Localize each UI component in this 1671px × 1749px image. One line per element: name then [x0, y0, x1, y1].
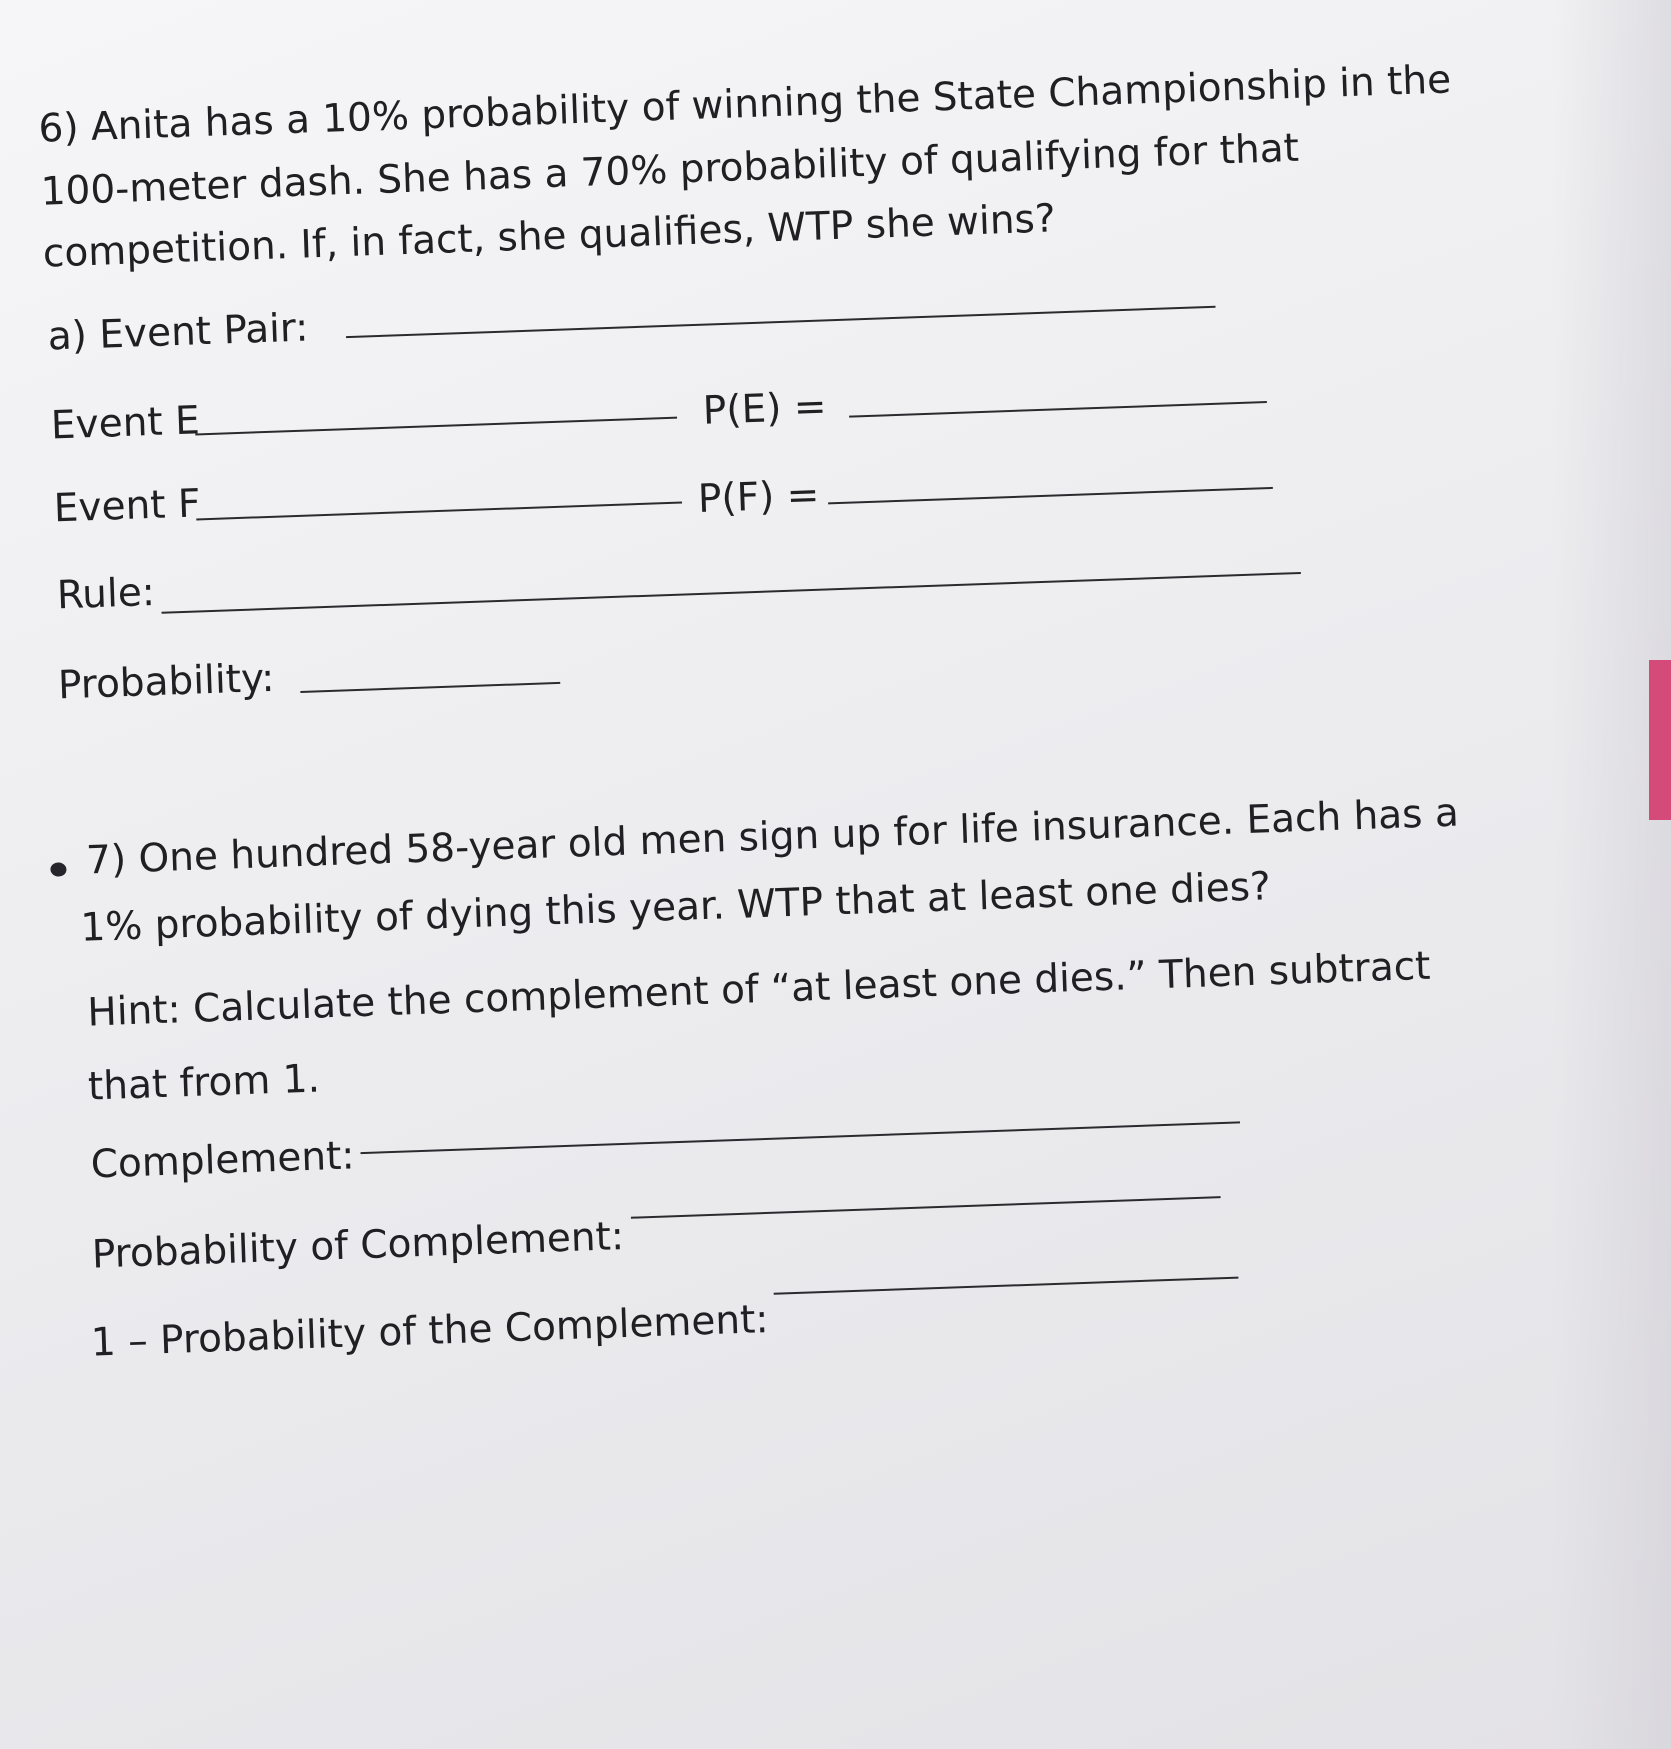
probability-of-complement-answer-line[interactable]: [631, 1196, 1221, 1219]
probability-answer-line[interactable]: [300, 682, 560, 693]
rule-answer-line[interactable]: [162, 572, 1301, 614]
probability-label: Probability:: [57, 655, 276, 709]
event-pair-answer-line[interactable]: [346, 306, 1216, 338]
worksheet-content: [30, 3, 1558, 1454]
hint-line-2: that from 1.: [87, 1056, 321, 1110]
one-minus-complement-label: 1 – Probability of the Complement:: [90, 1297, 770, 1366]
complement-label: Complement:: [89, 1133, 356, 1188]
one-minus-complement-answer-line[interactable]: [774, 1277, 1239, 1295]
pf-answer-line[interactable]: [828, 487, 1273, 505]
rule-label: Rule:: [56, 569, 156, 619]
q7-line-2: 1% probability of dying this year. WTP that at least one dies?: [79, 864, 1272, 951]
hint-line-1: Hint: Calculate the complement of “at least one dies.” Then subtract: [86, 943, 1432, 1036]
pink-page-edge: [1649, 660, 1671, 820]
q6-line-3: competition. If, in fact, she qualifies, WTP she wins?: [42, 196, 1057, 277]
complement-answer-line[interactable]: [360, 1121, 1240, 1154]
pe-label: P(E) =: [702, 384, 828, 434]
q6-line-2: 100-meter dash. She has a 70% probability of qualifying for that: [40, 125, 1300, 215]
event-e-answer-line[interactable]: [195, 417, 677, 436]
q7-line-1: 7) One hundred 58-year old men sign up for life insurance. Each has a: [85, 790, 1460, 884]
event-pair-label: a) Event Pair:: [47, 305, 310, 360]
pe-answer-line[interactable]: [849, 401, 1267, 418]
event-f-answer-line[interactable]: [196, 502, 682, 521]
event-e-label: Event E: [50, 398, 201, 449]
pf-label: P(F) =: [697, 472, 821, 522]
probability-of-complement-label: Probability of Complement:: [91, 1214, 625, 1278]
page-shadow: [1551, 0, 1671, 1749]
q6-line-1: 6) Anita has a 10% probability of winning the State Championship in the: [37, 57, 1452, 152]
event-f-label: Event F: [53, 481, 202, 532]
